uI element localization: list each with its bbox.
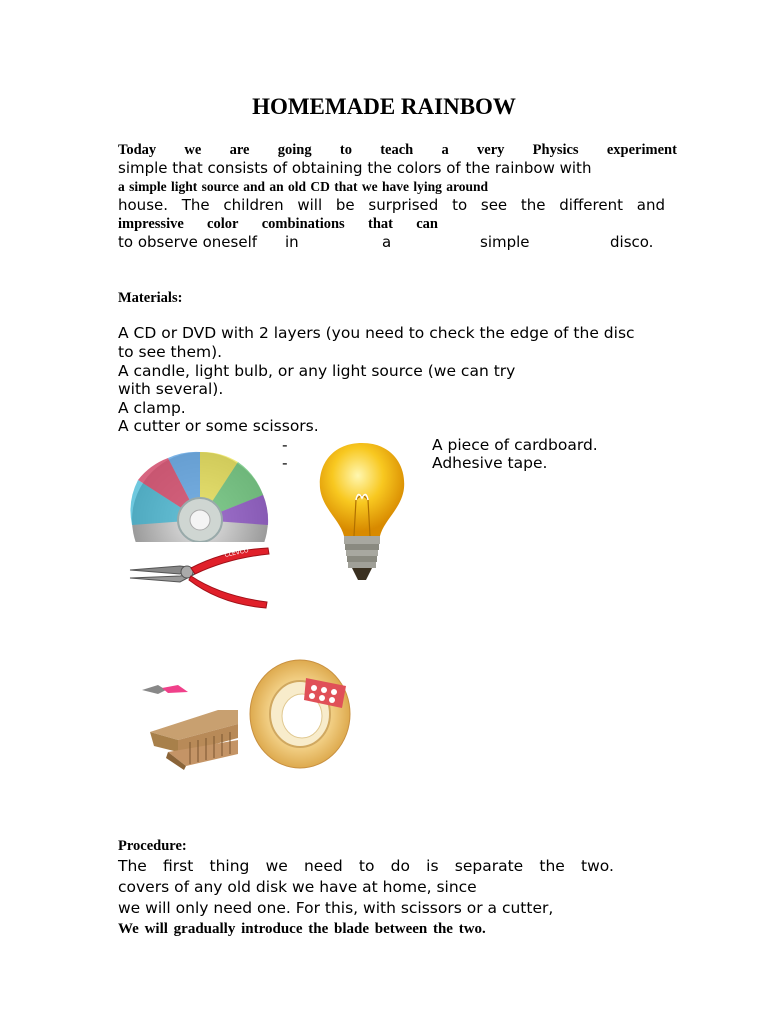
word: need [303, 857, 343, 875]
word: to [452, 196, 468, 214]
word: the [539, 857, 565, 875]
materials-line-5: A clamp. [118, 399, 186, 417]
word: separate [454, 857, 524, 875]
word: we [265, 857, 288, 875]
word: teach [380, 142, 414, 158]
materials-line-4: with several). [118, 380, 224, 398]
word: Today [118, 142, 157, 158]
procedure-line-1 [118, 857, 614, 875]
word: experiment [606, 142, 677, 158]
word: The [118, 857, 147, 875]
procedure-line-2: covers of any old disk we have at home, since [118, 878, 477, 896]
light-bulb-image [310, 440, 420, 588]
word: different [559, 196, 623, 214]
procedure-heading: Procedure: [118, 838, 187, 854]
text-run: disco. [610, 233, 654, 251]
text-run: a [382, 233, 392, 251]
word: the [520, 196, 546, 214]
word: first [163, 857, 194, 875]
word: surprised [368, 196, 439, 214]
procedure-line-4: We will gradually introduce the blade between the two. [118, 921, 486, 937]
word: be [335, 196, 355, 214]
word: do [390, 857, 410, 875]
word: two. [581, 857, 614, 875]
word: very [477, 142, 505, 158]
word: that [367, 216, 393, 232]
word: can [416, 216, 438, 232]
cardboard-image [138, 682, 243, 770]
word: a [441, 142, 449, 158]
word: to [339, 142, 352, 158]
word: children [223, 196, 284, 214]
word: color [207, 216, 239, 232]
text-run: simple [480, 233, 530, 251]
materials-line-2: to see them). [118, 343, 223, 361]
intro-line-6 [0, 233, 768, 255]
intro-line-1 [118, 142, 677, 159]
pliers-image [125, 538, 275, 613]
text-run: to observe oneself [118, 233, 258, 251]
intro-line-5 [118, 216, 438, 233]
materials-line-6: A cutter or some scissors. [118, 417, 319, 435]
word: see [480, 196, 508, 214]
bullet-dash: - [282, 454, 288, 472]
word: thing [209, 857, 250, 875]
page-title: HOMEMADE RAINBOW [252, 94, 516, 119]
word: are [229, 142, 250, 158]
materials-line-7: A piece of cardboard. [432, 436, 598, 454]
word: The [181, 196, 210, 214]
word: impressive [118, 216, 184, 232]
intro-line-2: simple that consists of obtaining the colors of the rainbow with [118, 159, 592, 177]
intro-line-3: a simple light source and an old CD that we have lying around [118, 179, 489, 194]
materials-heading: Materials: [118, 290, 183, 306]
intro-line-4 [118, 196, 665, 214]
materials-line-8: Adhesive tape. [432, 454, 548, 472]
materials-line-3: A candle, light bulb, or any light source (we can try [118, 362, 516, 380]
word: going [277, 142, 312, 158]
word: we [184, 142, 202, 158]
word: combinations [261, 216, 345, 232]
word: will [297, 196, 323, 214]
text-run: in [285, 233, 299, 251]
word: and [636, 196, 665, 214]
cd-disc-image [128, 450, 273, 545]
word: Physics [532, 142, 579, 158]
bullet-dash: - [282, 436, 288, 454]
word: to [358, 857, 375, 875]
adhesive-tape-image [248, 652, 358, 772]
word: house. [118, 196, 169, 214]
pliers-brand-label: CLEVCO [223, 547, 250, 559]
materials-line-1: A CD or DVD with 2 layers (you need to check the edge of the disc [118, 324, 635, 342]
procedure-line-3: we will only need one. For this, with scissors or a cutter, [118, 899, 554, 917]
word: is [426, 857, 439, 875]
